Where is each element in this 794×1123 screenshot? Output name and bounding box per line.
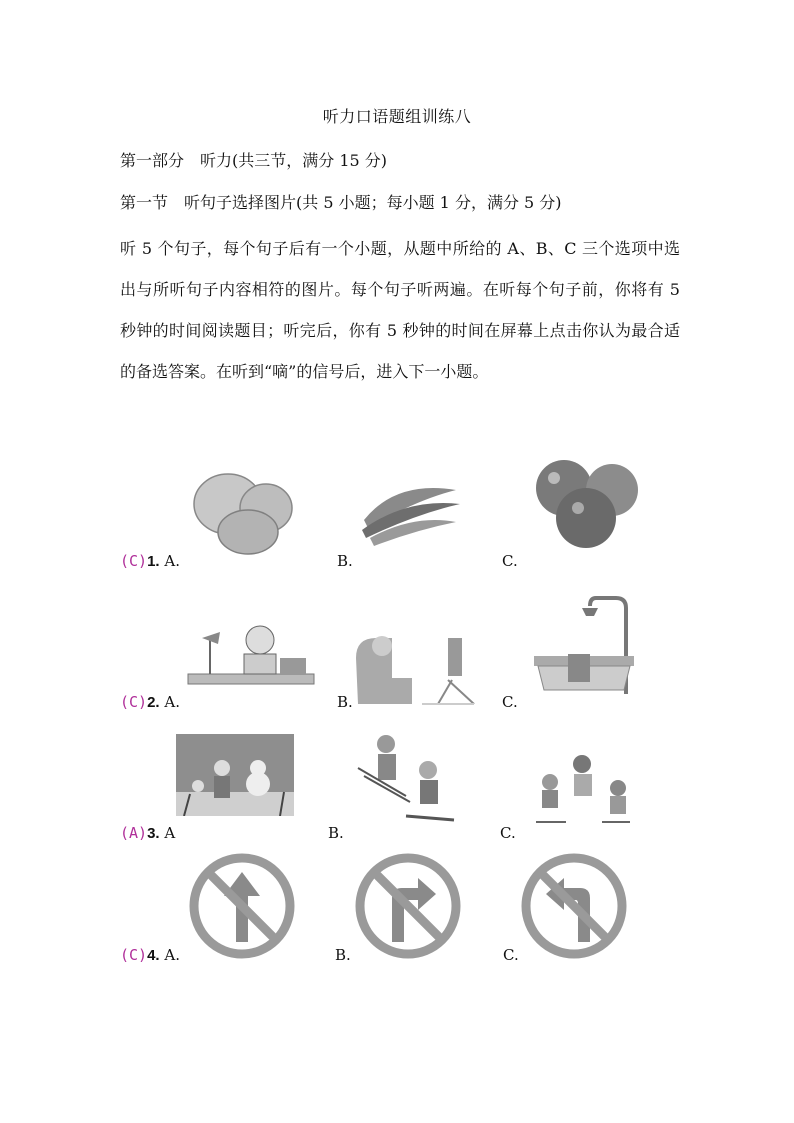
question-3-label — [120, 824, 175, 842]
option-c-label: C. — [500, 824, 516, 842]
part-heading: 第一部分 听力(共三节，满分 15 分) — [120, 151, 388, 170]
page-title: 听力口语题组训练八 — [322, 107, 472, 126]
boy-studying-image[interactable] — [184, 622, 318, 694]
person-watching-tv-image[interactable] — [352, 628, 476, 708]
option-a-label: A — [164, 824, 176, 842]
answer: (C) — [120, 552, 148, 570]
question-number: 3. — [147, 825, 160, 842]
option-a-label: A. — [164, 693, 180, 711]
potatoes-image[interactable] — [188, 466, 296, 556]
no-right-turn-sign-image[interactable] — [354, 852, 462, 960]
green-beans-image[interactable] — [356, 470, 464, 550]
option-a-label: A. — [164, 552, 180, 570]
bathtub-image[interactable] — [532, 594, 638, 694]
option-b-label: B. — [328, 824, 344, 842]
option-b-label: B. — [337, 693, 353, 711]
section-heading: 第一节 听句子选择图片(共 5 小题；每小题 1 分，满分 5 分) — [120, 193, 562, 212]
answer: (C) — [120, 693, 148, 711]
no-left-turn-sign-image[interactable] — [520, 852, 628, 960]
question-number: 2. — [147, 694, 160, 711]
option-b-label: B. — [335, 946, 351, 964]
question-number: 1. — [147, 553, 160, 570]
snowman-scene-image[interactable] — [176, 734, 294, 816]
option-b-label: B. — [337, 552, 353, 570]
question-4-label — [120, 946, 180, 964]
option-a-label: A. — [164, 946, 180, 964]
option-c-label: C. — [503, 946, 519, 964]
question-2-label — [120, 693, 180, 711]
kids-skating-image[interactable] — [526, 752, 638, 830]
question-1-label — [120, 552, 180, 570]
option-c-label: C. — [502, 552, 518, 570]
tomatoes-image[interactable] — [526, 452, 648, 552]
instructions: 听 5 个句子，每个句子后有一个小题，从题中所给的 A、B、C 三个选项中选出与所听句子内容相符的图片。每个句子听两遍。在听每个句子前，你将有 5 秒钟的时间阅读题目；听完后，你有 5 秒钟的时间在屏幕上点击你认为最合适的备选答案。在听到“嘀”的信号后，进入下一小题。 — [120, 239, 680, 381]
option-c-label: C. — [502, 693, 518, 711]
question-number: 4. — [147, 947, 160, 964]
answer: (A) — [120, 824, 148, 842]
kids-skiing-image[interactable] — [350, 730, 462, 822]
no-straight-sign-image[interactable] — [188, 852, 296, 960]
answer: (C) — [120, 946, 148, 964]
